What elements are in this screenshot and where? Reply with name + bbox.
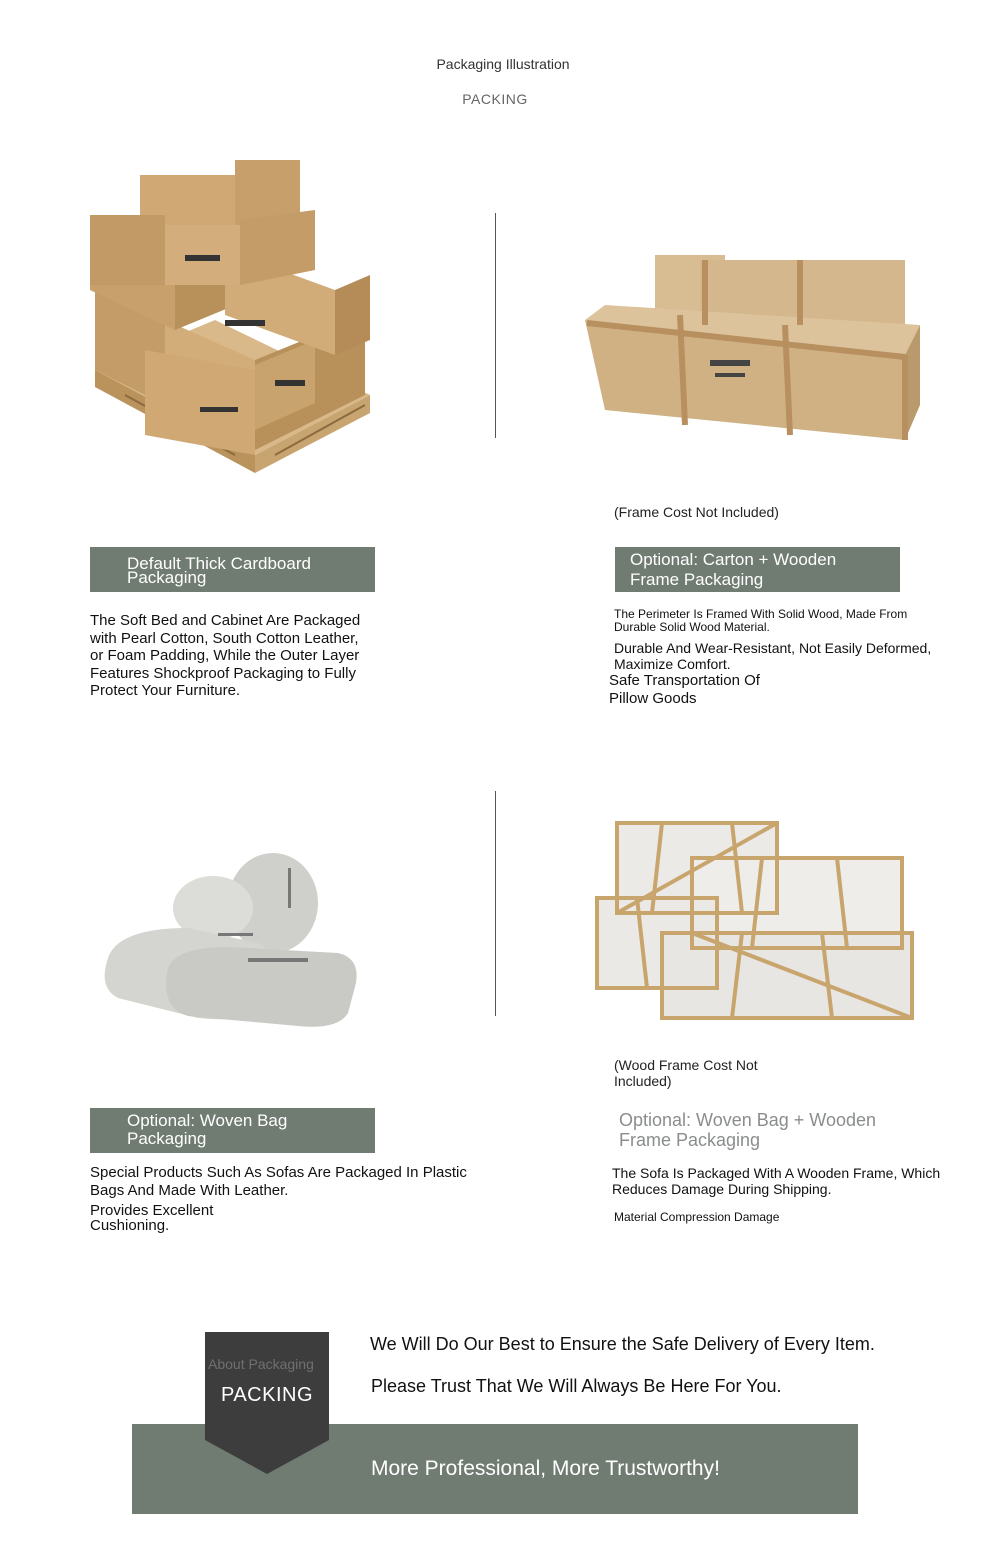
cardboard-label-line1: Default Thick Cardboard bbox=[127, 554, 311, 573]
cardboard-desc-line: or Foam Padding, While the Outer Layer bbox=[90, 647, 360, 664]
footer-line-2: Please Trust That We Will Always Be Here For You. bbox=[371, 1376, 782, 1396]
wooden-frame-carton-image bbox=[585, 245, 925, 445]
packing-badge bbox=[205, 1332, 329, 1474]
carton-frame-label-line2: Frame Packaging bbox=[630, 570, 764, 589]
badge-top-text: About Packaging bbox=[208, 1356, 314, 1372]
carton-frame-small-line: Durable Solid Wood Material. bbox=[614, 620, 770, 634]
carton-frame-big-text bbox=[609, 672, 909, 707]
woven-bag-desc-line: Cushioning. bbox=[90, 1217, 170, 1234]
wood-frame-note-line: (Wood Frame Cost Not bbox=[614, 1057, 758, 1073]
carton-frame-small-text bbox=[614, 608, 944, 634]
wood-frame-note-line: Included) bbox=[614, 1073, 672, 1089]
woven-bag-description bbox=[90, 1164, 510, 1199]
badge-main-text: PACKING bbox=[220, 1384, 314, 1406]
carton-frame-small-line: The Perimeter Is Framed With Solid Wood, Made From bbox=[614, 607, 908, 621]
woven-frame-label bbox=[619, 1110, 919, 1150]
carton-frame-mid-text bbox=[614, 641, 954, 672]
woven-bag-desc-line: Special Products Such As Sofas Are Packaged In Plastic bbox=[90, 1164, 467, 1181]
woven-bag-label bbox=[90, 1108, 375, 1153]
carton-frame-mid-line: Durable And Wear-Resistant, Not Easily Deformed, bbox=[614, 640, 932, 656]
carton-frame-mid-line: Maximize Comfort. bbox=[614, 655, 731, 672]
carton-frame-big-line: Pillow Goods bbox=[609, 689, 697, 707]
cardboard-desc-line: Protect Your Furniture. bbox=[90, 682, 241, 699]
carton-frame-label-line1: Optional: Carton + Wooden bbox=[630, 550, 837, 569]
woven-frame-desc-line: The Sofa Is Packaged With A Wooden Frame, Which bbox=[612, 1165, 941, 1181]
cardboard-label bbox=[90, 547, 375, 592]
woven-bag-image bbox=[98, 848, 363, 1033]
carton-frame-label bbox=[615, 547, 900, 592]
cardboard-label-line2: Packaging bbox=[127, 568, 207, 587]
woven-bag-wooden-frame-image bbox=[592, 813, 917, 1023]
woven-frame-desc-line: Reduces Damage During Shipping. bbox=[612, 1181, 832, 1197]
woven-bag-desc-line: Provides Excellent bbox=[90, 1202, 214, 1219]
cardboard-description bbox=[90, 612, 410, 700]
footer-line-1: We Will Do Our Best to Ensure the Safe Delivery of Every Item. bbox=[370, 1334, 875, 1354]
woven-frame-description bbox=[612, 1165, 952, 1197]
cardboard-desc-line: The Soft Bed and Cabinet Are Packaged bbox=[90, 612, 361, 629]
footer-banner-text: More Professional, More Trustworthy! bbox=[371, 1457, 720, 1480]
divider-bottom bbox=[495, 791, 496, 1016]
cardboard-desc-line: with Pearl Cotton, South Cotton Leather, bbox=[90, 629, 359, 647]
woven-frame-label-line1: Optional: Woven Bag + Wooden bbox=[619, 1110, 877, 1130]
woven-bag-desc-line: Bags And Made With Leather. bbox=[90, 1181, 289, 1199]
woven-bag-cushion-text bbox=[90, 1203, 340, 1233]
woven-bag-label-line1: Optional: Woven Bag bbox=[127, 1111, 288, 1130]
wood-frame-cost-note bbox=[614, 1057, 758, 1089]
page-title: Packaging Illustration bbox=[436, 56, 570, 72]
cardboard-boxes-image bbox=[85, 155, 375, 485]
woven-frame-label-line2: Frame Packaging bbox=[619, 1130, 761, 1150]
cardboard-desc-line: Features Shockproof Packaging to Fully bbox=[90, 664, 356, 682]
woven-bag-label-line2: Packaging bbox=[127, 1129, 207, 1148]
page-subtitle: PACKING bbox=[462, 91, 528, 107]
divider-top bbox=[495, 213, 496, 438]
carton-frame-big-line: Safe Transportation Of bbox=[609, 672, 760, 689]
frame-cost-note: (Frame Cost Not Included) bbox=[614, 504, 779, 520]
woven-frame-small-text: Material Compression Damage bbox=[614, 1210, 780, 1224]
